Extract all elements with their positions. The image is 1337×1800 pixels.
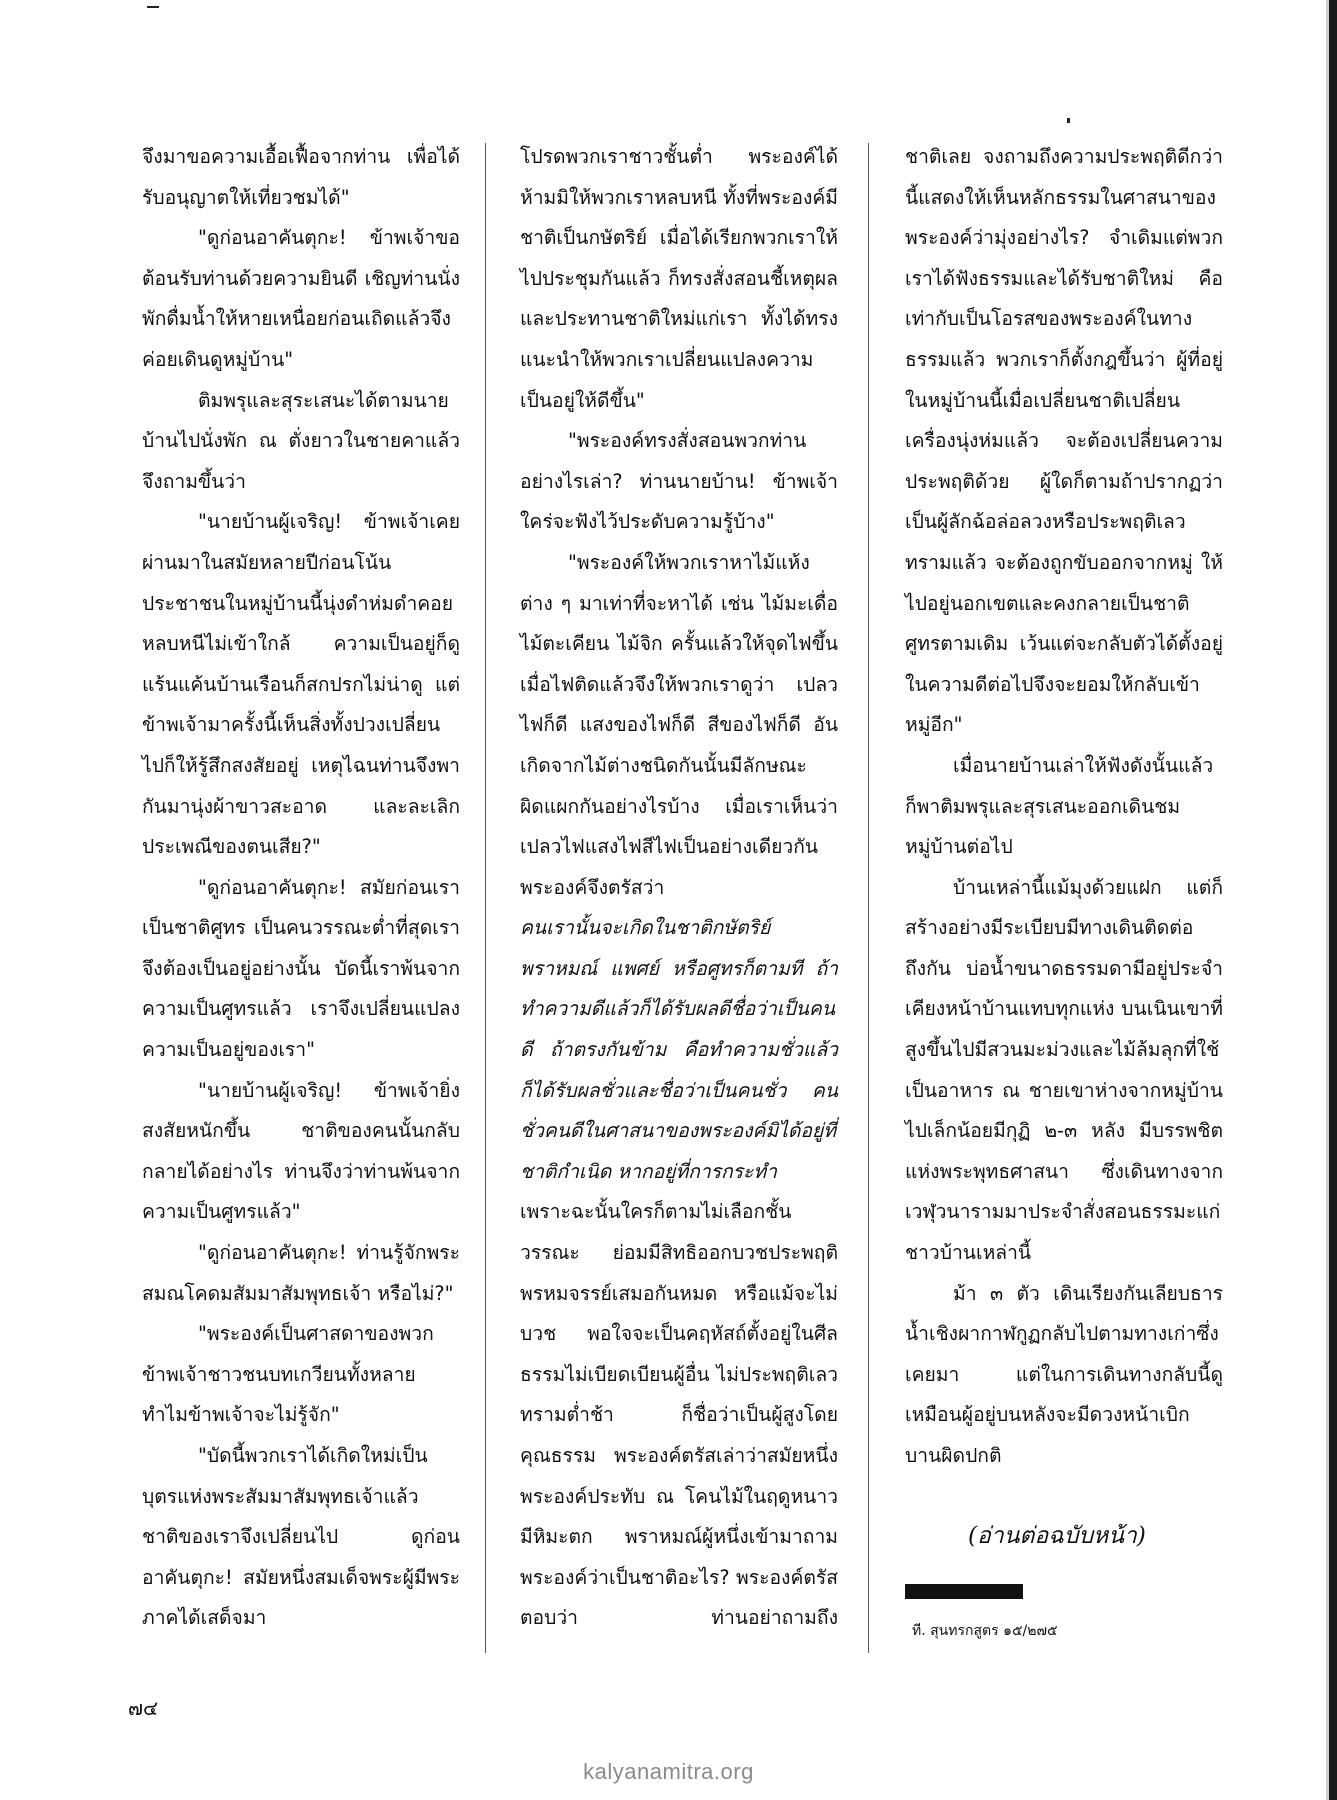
paragraph: "ดูก่อนอาคันตุกะ! ท่านรู้จักพระสมณโคดมสัมมาสัมพุทธเจ้า หรือไม่?"	[142, 1241, 460, 1305]
corner-mark	[147, 6, 159, 8]
paragraph: ติมพรุและสุระเสนะได้ตามนายบ้านไปนั่งพัก ณ ตั่งยาวในชายคาแล้วจึงถามขึ้นว่า	[142, 388, 460, 493]
scan-speck	[1067, 118, 1070, 123]
separator-bar	[905, 1584, 1023, 1599]
paragraph: โปรดพวกเราชาวชั้นต่ำ พระองค์ได้ห้ามมิให้พวกเราหลบหนี ทั้งที่พระองค์มีชาติเป็นกษัตริย์ เมื่อได้เรียกพวกเราให้ไปประชุมกันแล้ว ก็ทรงสั่งสอนชี้เหตุผลและประทานชาติใหม่แก่เรา ทั้งได้ทรงแนะนำให้พวกเราเปลี่ยนแปลงความเป็นอยู่ให้ดีขึ้น"	[520, 145, 838, 412]
paragraph: จึงมาขอความเอื้อเฟื้อจากท่าน เพื่อได้รับอนุญาตให้เที่ยวชมได้"	[142, 145, 460, 209]
paragraph: เพราะฉะนั้นใครก็ตามไม่เลือกชั้นวรรณะ ย่อมมีสิทธิออกบวชประพฤติพรหมจรรย์เสมอกันหมด หรือแม้จะไม่บวช พอใจจะเป็นคฤหัสถ์ตั้งอยู่ในศีลธรรมไม่เบียดเบียนผู้อื่น ไม่ประพฤติเลวทรามต่ำช้า ก็ชื่อว่าเป็นผู้สูงโดยคุณธรรม พระองค์ตรัสเล่าว่าสมัยหนึ่งพระองค์ประทับ ณ โคนไม้ในฤดูหนาว มีหิมะตก พราหมณ์ผู้หนึ่งเข้ามาถามพระองค์ว่าเป็นชาติอะไร? พระองค์ตรัสตอบว่า ท่านอย่าถามถึง	[520, 1200, 838, 1630]
text-column-2	[520, 137, 838, 1639]
footnote: ที. สุนทรกสูตร ๑๕/๒๗๕	[912, 1623, 1058, 1639]
paragraph: คนเรานั้นจะเกิดในชาติกษัตริย์ พราหมณ์ แพศย์ หรือศูทรก็ตามที ถ้าทำความดีแล้วก็ได้รับผลดีชื่อว่าเป็นคนดี ถ้าตรงกันข้าม คือทำความชั่วแล้ว ก็ได้รับผลชั่วและชื่อว่าเป็นคนชั่ว คนชั่วคนดีในศาสนาของพระองค์มิได้อยู่ที่ชาติกำเนิด หากอยู่ที่การกระทำ	[520, 916, 838, 1183]
watermark: kalyanamitra.org	[583, 1759, 754, 1784]
page-number: ๗๔	[128, 1696, 159, 1720]
continued-note: (อ่านต่อฉบับหน้า)	[968, 1523, 1146, 1549]
paragraph: "นายบ้านผู้เจริญ! ข้าพเจ้ายิ่งสงสัยหนักขึ้น ชาติของคนนั้นกลับกลายได้อย่างไร ท่านจึงว่าท่านพ้นจากความเป็นศูทรแล้ว"	[142, 1078, 460, 1224]
paragraph: ม้า ๓ ตัว เดินเรียงกันเลียบธารน้ำเชิงผากาฬกูฏกลับไปตามทางเก่าซึ่งเคยมา แต่ในการเดินทางกลับนี้ดูเหมือนผู้อยู่บนหลังจะมีดวงหน้าเบิกบานผิดปกติ	[905, 1281, 1223, 1467]
paragraph: "พระองค์ทรงสั่งสอนพวกท่านอย่างไรเล่า? ท่านนายบ้าน! ข้าพเจ้าใคร่จะฟังไว้ประดับความรู้บ้าง"	[520, 429, 838, 534]
paragraph: "บัดนี้พวกเราได้เกิดใหม่เป็นบุตรแห่งพระสัมมาสัมพุทธเจ้าแล้ว ชาติของเราจึงเปลี่ยนไป ดูก่อนอาคันตุกะ! สมัยหนึ่งสมเด็จพระผู้มีพระภาคได้เสด็จมา	[142, 1444, 460, 1630]
text-column-3	[905, 137, 1223, 1477]
paragraph: เมื่อนายบ้านเล่าให้ฟังดังนั้นแล้วก็พาติมพรุและสุรเสนะออกเดินชมหมู่บ้านต่อไป	[905, 753, 1214, 859]
paragraph: "พระองค์ให้พวกเราหาไม้แห้งต่าง ๆ มาเท่าที่จะหาได้ เช่น ไม้มะเดื่อ ไม้ตะเคียน ไม้จิก ครั้นแล้วให้จุดไฟขึ้น เมื่อไฟติดแล้วจึงให้พวกเราดูว่า เปลวไฟก็ดี แสงของไฟก็ดี สีของไฟก็ดี อันเกิดจากไม้ต่างชนิดกันนั้นมีลักษณะผิดแผกกันอย่างไรบ้าง เมื่อเราเห็นว่าเปลวไฟแสงไฟสีไฟเป็นอย่างเดียวกัน พระองค์จึงตรัสว่า	[520, 550, 838, 899]
column-rule-left	[485, 143, 486, 1653]
text-column-1	[142, 137, 460, 1639]
paragraph: บ้านเหล่านี้แม้มุงด้วยแฝก แต่ก็สร้างอย่างมีระเบียบมีทางเดินติดต่อถึงกัน บ่อน้ำขนาดธรรมดามีอยู่ประจำเคียงหน้าบ้านแทบทุกแห่ง บนเนินเขาที่สูงขึ้นไปมีสวนมะม่วงและไม้ล้มลุกที่ใช้เป็นอาหาร ณ ชายเขาห่างจากหมู่บ้านไปเล็กน้อยมีกุฏิ ๒-๓ หลัง มีบรรพชิตแห่งพระพุทธศาสนา ซึ่งเดินทางจากเวฬุวนารามมาประจำสั่งสอนธรรมะแก่ชาวบ้านเหล่านี้	[905, 875, 1223, 1265]
paragraph: "พระองค์เป็นศาสดาของพวกข้าพเจ้าชาวชนบทเกวียนทั้งหลาย ทำไมข้าพเจ้าจะไม่รู้จัก"	[142, 1322, 434, 1427]
paragraph: ชาติเลย จงถามถึงความประพฤติดีกว่านี้แสดงให้เห็นหลักธรรมในศาสนาของพระองค์ว่ามุ่งอย่างไร? จำเดิมแต่พวกเราได้ฟังธรรมและได้รับชาติใหม่ คือเท่ากับเป็นโอรสของพระองค์ในทางธรรมแล้ว พวกเราก็ตั้งกฎขึ้นว่า ผู้ที่อยู่ในหมู่บ้านนี้เมื่อเปลี่ยนชาติเปลี่ยนเครื่องนุ่งห่มแล้ว จะต้องเปลี่ยนความประพฤติด้วย ผู้ใดก็ตามถ้าปรากฏว่าเป็นผู้ลักฉ้อล่อลวงหรือประพฤติเลวทรามแล้ว จะต้องถูกขับออกจากหมู่ ให้ไปอยู่นอกเขตและคงกลายเป็นชาติศูทรตามเดิม เว้นแต่จะกลับตัวได้ตั้งอยู่ในความดีต่อไปจึงจะยอมให้กลับเข้าหมู่อีก"	[905, 145, 1223, 737]
paragraph: "ดูก่อนอาคันตุกะ! ข้าพเจ้าขอต้อนรับท่านด้วยความยินดี เชิญท่านนั่งพักดื่มน้ำให้หายเหนื่อยก่อนเถิดแล้วจึงค่อยเดินดูหมู่บ้าน"	[142, 226, 460, 371]
page-edge	[1329, 0, 1337, 1800]
paragraph: "ดูก่อนอาคันตุกะ! สมัยก่อนเราเป็นชาติศูทร เป็นคนวรรณะต่ำที่สุดเราจึงต้องเป็นอยู่อย่างนั้น บัดนี้เราพ้นจากความเป็นศูทรแล้ว เราจึงเปลี่ยนแปลงความเป็นอยู่ของเรา"	[142, 875, 460, 1062]
column-rule-right	[868, 143, 869, 1653]
page-edge-shadow	[1326, 0, 1329, 1800]
paragraph: "นายบ้านผู้เจริญ! ข้าพเจ้าเคยผ่านมาในสมัยหลายปีก่อนโน้น ประชาชนในหมู่บ้านนี้นุ่งดำห่มดำคอยหลบหนีไม่เข้าใกล้ ความเป็นอยู่ก็ดูแร้นแค้นบ้านเรือนก็สกปรกไม่น่าดู แต่ข้าพเจ้ามาครั้งนี้เห็นสิ่งทั้งปวงเปลี่ยนไปก็ให้รู้สึกสงสัยอยู่ เหตุไฉนท่านจึงพากันมานุ่งผ้าขาวสะอาด และละเลิกประเพณีของตนเสีย?"	[142, 510, 460, 859]
